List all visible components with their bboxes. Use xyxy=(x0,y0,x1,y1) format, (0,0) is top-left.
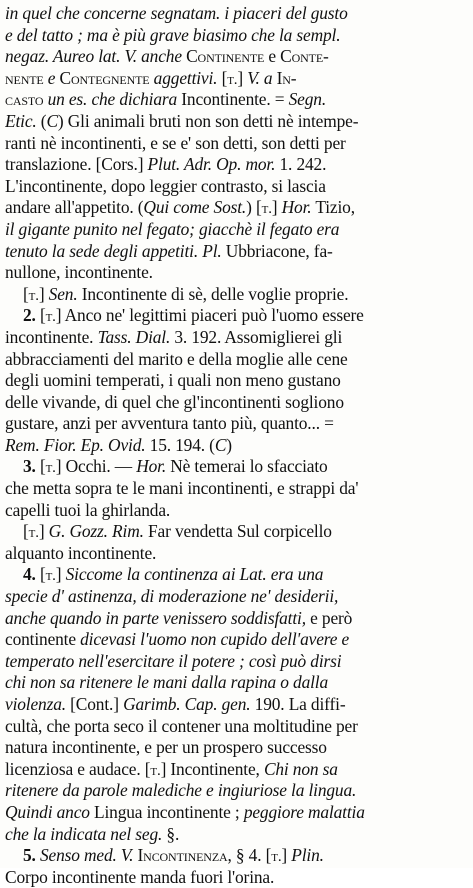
text-segment: [ xyxy=(35,456,46,477)
text-line xyxy=(5,543,465,565)
text-line xyxy=(5,478,465,500)
text-line xyxy=(5,608,465,630)
text-segment: Nè temerai lo sfacciato xyxy=(166,456,328,477)
text-segment: ] xyxy=(271,197,282,218)
text-line xyxy=(5,802,465,824)
text-line xyxy=(5,197,465,219)
text-line xyxy=(5,564,465,586)
text-line xyxy=(5,219,465,241)
text-line xyxy=(5,694,465,716)
text-line xyxy=(5,89,465,111)
text-line xyxy=(5,651,465,673)
text-segment: Chi non sa xyxy=(263,758,338,779)
text-segment: temperato nell'esercitare il potere ; così può dirsi xyxy=(5,650,342,671)
text-segment: ritenere da parole malediche e ingiuriose la lingua. xyxy=(5,780,357,801)
text-segment: ] Anco ne' legittimi piaceri può l'uomo essere xyxy=(55,305,364,326)
text-segment: Far vendetta Sul corpicello xyxy=(143,521,332,542)
text-line xyxy=(5,176,465,198)
text-segment: Siccome la continenza ai Lat. era una xyxy=(65,564,324,585)
text-line xyxy=(5,370,465,392)
text-segment: ] Occhi. — xyxy=(55,456,137,477)
text-segment: [ xyxy=(35,305,46,326)
text-segment: , § 4. [ xyxy=(227,845,272,866)
text-segment: dicevasi l'uomo non cupido dell'avere e xyxy=(80,629,350,650)
text-segment: G. Gozz. Rim. xyxy=(48,521,144,542)
text-line xyxy=(5,456,465,478)
text-segment: Conte- xyxy=(280,46,329,67)
text-segment: andare all'appetito. ( xyxy=(5,197,144,218)
text-segment: Qui come Sost. xyxy=(143,197,247,218)
text-line xyxy=(5,845,465,867)
text-segment: Segn. xyxy=(288,89,327,110)
text-segment: t. xyxy=(271,849,282,866)
text-segment: t. xyxy=(261,201,272,218)
text-segment: Etic. xyxy=(5,110,37,131)
text-segment: anche quando in parte venissero soddisfatti, xyxy=(5,607,306,628)
text-segment: il gigante punito nel fegato; giacchè il fegato era xyxy=(5,218,340,239)
text-segment: natura incontinente, e per un prospero successo xyxy=(5,737,327,758)
text-segment: chi non sa ritenere le mani dalla rapina o dalla xyxy=(5,672,329,693)
text-segment: cultà, che porta seco il contener una moltitudine per xyxy=(5,715,358,736)
text-segment: abbracciamenti del marito e della moglie alle cene xyxy=(5,348,348,369)
text-segment: ) [ xyxy=(246,197,262,218)
text-segment: [Cont.] xyxy=(65,694,124,714)
text-segment: t. xyxy=(28,525,39,542)
text-segment: Tizio, xyxy=(311,197,355,218)
text-segment: [ xyxy=(23,521,29,542)
text-segment: t. xyxy=(45,568,56,585)
text-line xyxy=(5,737,465,759)
text-segment: e xyxy=(43,67,60,88)
text-segment: Senso med. V. xyxy=(39,845,134,866)
text-segment: t. xyxy=(45,309,56,326)
text-segment: 4. xyxy=(23,564,36,585)
text-line xyxy=(5,241,465,263)
text-line xyxy=(5,305,465,327)
text-segment: translazione. [Cors.] xyxy=(5,154,148,175)
text-segment: degli uomini temperati, i quali non meno gustano xyxy=(5,370,341,391)
text-segment: ] xyxy=(237,67,248,88)
text-segment: un es. che dichiara xyxy=(43,89,178,110)
text-segment: t. xyxy=(227,71,238,88)
text-line xyxy=(5,25,465,47)
text-segment: 2. xyxy=(23,305,36,326)
text-segment: ] xyxy=(38,283,49,304)
text-segment: ranti nè incontinenti, e se e' son detti, son detti per xyxy=(5,132,346,153)
text-segment: ] xyxy=(55,564,66,585)
text-segment: [ xyxy=(217,67,228,88)
text-segment: Contegnente xyxy=(59,67,150,88)
text-segment: 3. xyxy=(23,456,36,477)
text-line xyxy=(5,46,465,68)
text-line xyxy=(5,780,465,802)
text-segment: ] xyxy=(38,521,49,542)
text-line xyxy=(5,349,465,371)
text-segment: peggiore malattia xyxy=(243,801,365,822)
text-segment: alquanto incontinente. xyxy=(5,542,157,563)
text-segment: 190. La diffi- xyxy=(250,694,346,714)
text-segment: ] Incontinente, xyxy=(160,758,264,779)
text-line xyxy=(5,521,465,543)
text-line xyxy=(5,413,465,435)
text-line xyxy=(5,68,465,90)
text-segment: Garimb. Cap. gen. xyxy=(123,694,251,714)
text-segment: 5. xyxy=(23,845,36,866)
text-line xyxy=(5,867,465,888)
text-segment: Incontinente. = xyxy=(177,89,289,110)
text-segment: In- xyxy=(276,67,297,88)
text-segment: ] xyxy=(281,845,292,866)
text-segment: t. xyxy=(150,762,161,779)
text-line xyxy=(5,629,465,651)
text-segment: Plin. xyxy=(291,845,324,866)
text-segment: e xyxy=(264,46,281,67)
text-line xyxy=(5,154,465,176)
text-segment: ) xyxy=(226,434,232,455)
text-segment: Continente xyxy=(186,46,265,67)
text-segment: Ubbriacone, fa- xyxy=(221,240,333,261)
text-segment: [ xyxy=(35,564,46,585)
text-line xyxy=(5,435,465,457)
text-line xyxy=(5,262,465,284)
text-segment: [ xyxy=(23,283,29,304)
text-segment: Plut. Adr. Op. mor. xyxy=(147,154,276,175)
text-segment: che la indicata nel seg. xyxy=(5,823,163,844)
text-segment: violenza. xyxy=(5,694,66,714)
text-segment: L'incontinente, dopo leggier contrasto, si lascia xyxy=(5,175,326,196)
text-segment: casto xyxy=(5,89,44,110)
text-segment: 1. 242. xyxy=(275,154,327,175)
text-segment: nullone, incontinente. xyxy=(5,262,153,283)
text-segment: e del tatto ; ma è più grave biasimo che la sempl. xyxy=(5,24,341,45)
text-line xyxy=(5,716,465,738)
text-segment: C xyxy=(46,110,58,131)
text-segment: capelli tuoi la ghirlanda. xyxy=(5,499,171,520)
text-line xyxy=(5,392,465,414)
text-segment: in quel che concerne segnatam. i piaceri del gusto xyxy=(5,3,348,23)
text-segment: Quindi anco xyxy=(5,801,90,822)
text-segment: ) Gli animali bruti non son detti nè intempe- xyxy=(57,110,359,131)
text-line xyxy=(5,111,465,133)
text-segment: 3. 192. Assomiglierei gli xyxy=(170,326,343,347)
text-segment: nente xyxy=(5,67,44,88)
text-segment: tenuto la sede degli appetiti. Pl. xyxy=(5,240,222,261)
text-line xyxy=(5,586,465,608)
text-segment: aggettivi. xyxy=(149,67,218,88)
text-segment: C xyxy=(214,434,227,455)
text-segment: Sen. xyxy=(48,283,78,304)
text-segment: e però xyxy=(305,607,353,628)
text-segment: Tass. Dial. xyxy=(97,326,171,347)
text-segment: licenziosa e audace. [ xyxy=(5,758,151,779)
text-segment: t. xyxy=(45,460,56,477)
text-line xyxy=(5,133,465,155)
text-segment: Rem. Fior. Ep. Ovid. xyxy=(5,434,146,455)
text-segment: Hor. xyxy=(136,456,167,477)
text-line xyxy=(5,327,465,349)
entry-body xyxy=(5,3,465,888)
text-line xyxy=(5,759,465,781)
text-segment: specie d' astinenza, di moderazione ne' desiderii, xyxy=(5,586,339,607)
text-line xyxy=(5,672,465,694)
text-segment: Hor. xyxy=(281,197,312,218)
text-segment: negaz. Aureo lat. V. anche xyxy=(5,46,187,67)
text-line xyxy=(5,500,465,522)
text-segment: 15. 194. ( xyxy=(145,434,215,455)
text-segment: che metta sopra te le mani incontinenti, e strappi da' xyxy=(5,478,359,499)
text-segment: t. xyxy=(28,287,39,304)
text-segment: Lingua incontinente ; xyxy=(89,801,244,822)
text-line xyxy=(5,824,465,846)
text-segment: V. a xyxy=(247,67,277,88)
text-segment: incontinente. xyxy=(5,326,98,347)
text-segment: continente xyxy=(5,629,81,650)
text-line xyxy=(5,284,465,306)
text-segment: gustare, anzi per avventura tanto più, quanto... = xyxy=(5,413,334,434)
text-segment: Incontinenza xyxy=(137,845,228,866)
text-segment: delle vivande, di quel che gl'incontinenti sogliono xyxy=(5,391,344,412)
text-line xyxy=(5,3,465,25)
text-segment: Corpo incontinente manda fuori l'orina. xyxy=(5,866,275,887)
text-segment: §. xyxy=(162,823,180,844)
text-segment: Incontinente di sè, delle voglie proprie. xyxy=(77,283,349,304)
text-segment: ( xyxy=(36,110,47,131)
